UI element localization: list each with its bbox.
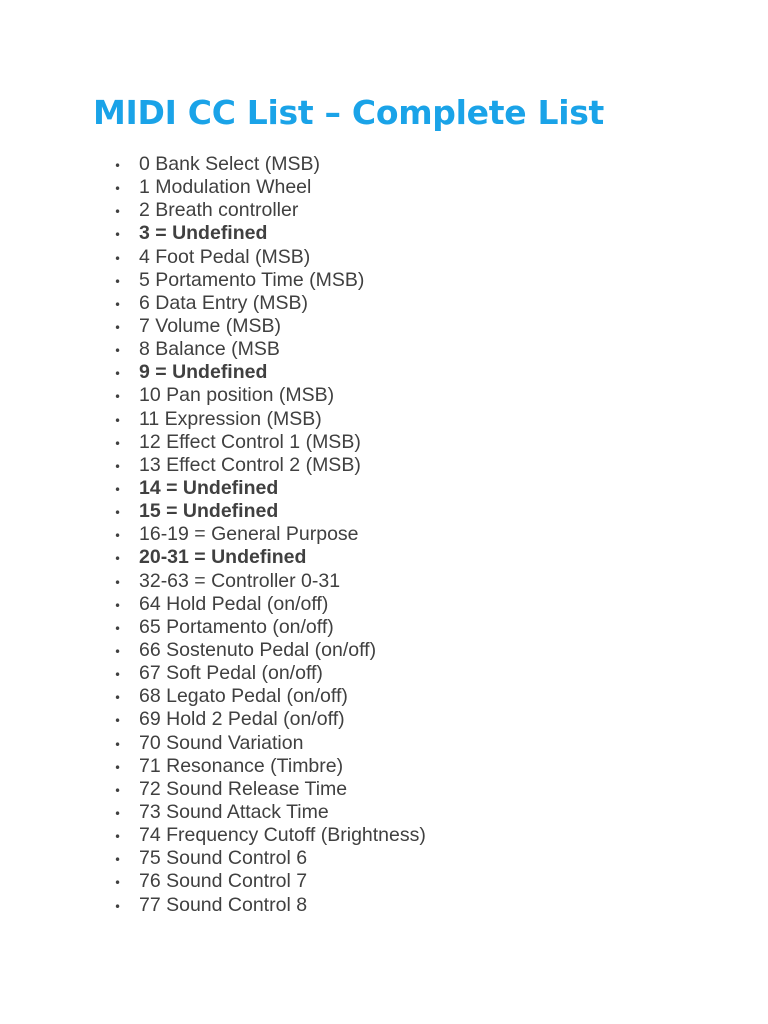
- bullet-icon: •: [114, 413, 122, 428]
- list-item: [0, 824, 768, 847]
- bullet-icon: •: [114, 205, 122, 220]
- list-item-text: 65 Portamento (on/off): [139, 615, 334, 638]
- list-item-text: 66 Sostenuto Pedal (on/off): [139, 638, 377, 661]
- bullet-icon: •: [114, 436, 122, 451]
- list-item: [0, 708, 768, 731]
- list-item: [0, 315, 768, 338]
- list-item-text: 14 = Undefined: [139, 476, 279, 499]
- list-item-text: 8 Balance (MSB: [139, 338, 280, 361]
- list-item-text: 3 = Undefined: [139, 222, 268, 245]
- list-item: [0, 870, 768, 893]
- bullet-icon: •: [114, 668, 122, 683]
- list-item: [0, 500, 768, 523]
- list-item-text: 76 Sound Control 7: [139, 870, 308, 893]
- list-item: [0, 894, 768, 917]
- list-item-text: 6 Data Entry (MSB): [139, 291, 309, 314]
- bullet-icon: •: [114, 691, 122, 706]
- list-item: [0, 778, 768, 801]
- bullet-icon: •: [114, 783, 122, 798]
- bullet-icon: •: [114, 506, 122, 521]
- list-item: [0, 662, 768, 685]
- list-item: [0, 176, 768, 199]
- bullet-icon: •: [114, 806, 122, 821]
- list-item: [0, 222, 768, 245]
- list-item: [0, 523, 768, 546]
- midi-cc-list: [0, 153, 768, 917]
- list-item-text: 12 Effect Control 1 (MSB): [139, 430, 361, 453]
- list-item-text: 11 Expression (MSB): [139, 407, 322, 430]
- list-item-text: 1 Modulation Wheel: [139, 176, 312, 199]
- list-item: [0, 801, 768, 824]
- bullet-icon: •: [114, 552, 122, 567]
- list-item: [0, 361, 768, 384]
- bullet-icon: •: [114, 529, 122, 544]
- bullet-icon: •: [114, 714, 122, 729]
- list-item: [0, 408, 768, 431]
- bullet-icon: •: [114, 737, 122, 752]
- bullet-icon: •: [114, 459, 122, 474]
- list-item-text: 71 Resonance (Timbre): [139, 754, 344, 777]
- list-item: [0, 570, 768, 593]
- list-item-text: 75 Sound Control 6: [139, 847, 308, 870]
- list-item-text: 69 Hold 2 Pedal (on/off): [139, 708, 345, 731]
- bullet-icon: •: [114, 228, 122, 243]
- bullet-icon: •: [114, 344, 122, 359]
- list-item-text: 67 Soft Pedal (on/off): [139, 662, 323, 685]
- list-item: [0, 431, 768, 454]
- list-item: [0, 847, 768, 870]
- list-item-text: 5 Portamento Time (MSB): [139, 268, 365, 291]
- list-item: [0, 546, 768, 569]
- list-item: [0, 685, 768, 708]
- page-title: MIDI CC List – Complete List: [93, 93, 605, 132]
- list-item: [0, 153, 768, 176]
- list-item-text: 13 Effect Control 2 (MSB): [139, 453, 361, 476]
- bullet-icon: •: [114, 621, 122, 636]
- bullet-icon: •: [114, 482, 122, 497]
- list-item-text: 2 Breath controller: [139, 199, 299, 222]
- bullet-icon: •: [114, 159, 122, 173]
- bullet-icon: •: [114, 876, 122, 891]
- list-item: [0, 477, 768, 500]
- list-item: [0, 292, 768, 315]
- list-item-text: 7 Volume (MSB): [139, 314, 281, 337]
- list-item-text: 68 Legato Pedal (on/off): [139, 685, 348, 708]
- bullet-icon: •: [114, 644, 122, 659]
- list-item-text: 72 Sound Release Time: [139, 777, 348, 800]
- list-item-text: 10 Pan position (MSB): [139, 384, 335, 407]
- list-item: [0, 338, 768, 361]
- list-item: [0, 246, 768, 269]
- bullet-icon: •: [114, 297, 122, 312]
- list-item-text: 77 Sound Control 8: [139, 893, 308, 916]
- list-item: [0, 593, 768, 616]
- list-item: [0, 616, 768, 639]
- list-item: [0, 269, 768, 292]
- list-item-text: 74 Frequency Cutoff (Brightness): [139, 824, 426, 847]
- bullet-icon: •: [114, 575, 122, 590]
- list-item-text: 73 Sound Attack Time: [139, 800, 329, 823]
- list-item-text: 15 = Undefined: [139, 500, 279, 523]
- bullet-icon: •: [114, 251, 122, 266]
- bullet-icon: •: [114, 598, 122, 613]
- list-item-text: 32-63 = Controller 0-31: [139, 569, 341, 592]
- list-item-text: 64 Hold Pedal (on/off): [139, 592, 329, 615]
- list-item-text: 9 = Undefined: [139, 361, 268, 384]
- bullet-icon: •: [114, 274, 122, 289]
- list-item-text: 16-19 = General Purpose: [139, 523, 359, 546]
- bullet-icon: •: [114, 390, 122, 405]
- list-item: [0, 454, 768, 477]
- list-item: [0, 199, 768, 222]
- list-item-text: 4 Foot Pedal (MSB): [139, 245, 311, 268]
- bullet-icon: •: [114, 853, 122, 868]
- list-item: [0, 384, 768, 407]
- list-item: [0, 755, 768, 778]
- list-item: [0, 732, 768, 755]
- bullet-icon: •: [114, 830, 122, 845]
- list-item: [0, 639, 768, 662]
- list-item-text: 20-31 = Undefined: [139, 546, 307, 569]
- bullet-icon: •: [114, 320, 122, 335]
- bullet-icon: •: [114, 182, 122, 197]
- list-item-text: 70 Sound Variation: [139, 731, 304, 754]
- list-item-text: 0 Bank Select (MSB): [139, 153, 320, 175]
- bullet-icon: •: [114, 899, 122, 914]
- bullet-icon: •: [114, 367, 122, 382]
- bullet-icon: •: [114, 760, 122, 775]
